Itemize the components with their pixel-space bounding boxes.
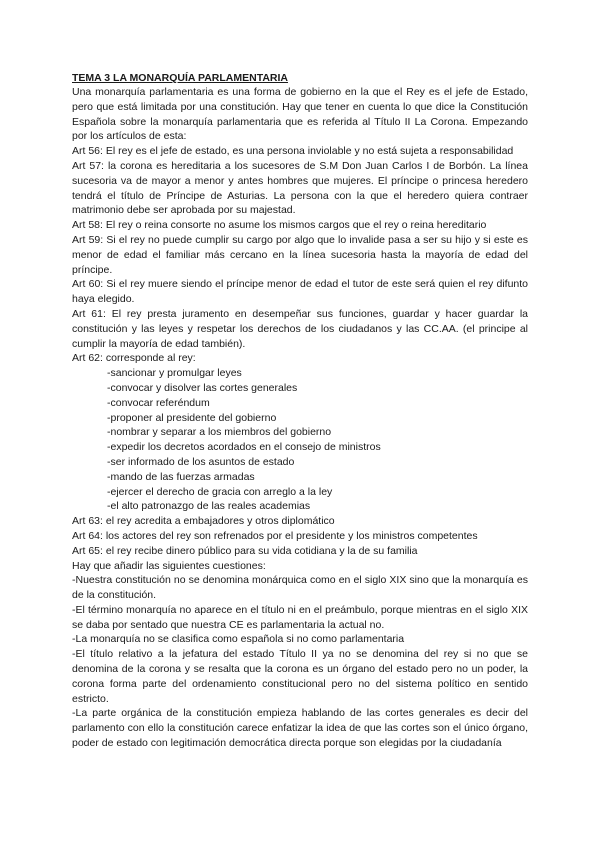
list-item: -nombrar y separar a los miembros del gobierno [107, 426, 332, 439]
intro-paragraph: Una monarquía parlamentaria es una forma de gobierno en la que el Rey es el jefe de Estado, pero que está limitada por una constitución. Hay que tener en cuenta lo que dice la Constitución Española sobre la monarquía parlamentaria que es referida al Título II La Corona. Empezando por los artículos de esta: [72, 86, 528, 143]
list-item: -mando de las fuerzas armadas [107, 470, 255, 483]
article-56: Art 56: El rey es el jefe de estado, es una persona inviolable y no está sujeta a responsabilidad [72, 145, 514, 158]
list-item: -convocar referéndum [107, 396, 210, 409]
article-62: Art 62: corresponde al rey: [72, 352, 196, 365]
page-title: TEMA 3 LA MONARQUÍA PARLAMENTARIA [72, 72, 289, 84]
list-item: -expedir los decretos acordados en el consejo de ministros [107, 441, 381, 454]
question-item: -El término monarquía no aparece en el título ni en el preámbulo, porque mientras en el siglo XIX se daba por sentado que nuestra CE es parlamentaria la actual no. [72, 603, 528, 631]
art62-list [72, 366, 528, 514]
article-57: Art 57: la corona es hereditaria a los sucesores de S.M Don Juan Carlos I de Borbón. La línea sucesoria va de mayor a menor y antes hombres que mujeres. El príncipe o princesa heredero tendrá el título de Príncipe de Asturias. La persona con la que el heredero quiera contraer matrimonio debe ser aprobada por su majestad. [72, 159, 528, 217]
article-60: Art 60: Si el rey muere siendo el príncipe menor de edad el tutor de este será quien el rey difunto haya elegido. [72, 278, 528, 306]
article-58: Art 58: El rey o reina consorte no asume los mismos cargos que el rey o reina hereditario [72, 219, 487, 232]
article-63: Art 63: el rey acredita a embajadores y otros diplomático [72, 515, 335, 528]
article-59: Art 59: Si el rey no puede cumplir su cargo por algo que lo invalide pasa a ser su hijo y si este es menor de edad el familiar más cercano en la línea sucesoria hasta la mayoría de edad del príncipe. [72, 233, 528, 276]
list-item: -proponer al presidente del gobierno [107, 411, 277, 424]
list-item: -ejercer el derecho de gracia con arreglo a la ley [107, 485, 333, 498]
list-item: -sancionar y promulgar leyes [107, 367, 242, 380]
questions-intro: Hay que añadir las siguientes cuestiones: [72, 559, 266, 572]
question-item: -La parte orgánica de la constitución empieza hablando de las cortes generales es decir del parlamento con ello la constitución carece enfatizar la idea de que las cortes son el único órgano, poder de estado con legitimación democrática directa porque son elegidas por la ciudadanía [72, 707, 528, 750]
list-item: -convocar y disolver las cortes generales [107, 381, 298, 394]
question-item: -Nuestra constitución no se denomina monárquica como en el siglo XIX sino que la monarquía es de la constitución. [72, 574, 528, 602]
article-64: Art 64: los actores del rey son refrenados por el presidente y los ministros competentes [72, 529, 478, 542]
question-item: -La monarquía no se clasifica como española si no como parlamentaria [72, 633, 405, 646]
list-item: -ser informado de los asuntos de estado [107, 455, 295, 468]
question-item: -El título relativo a la jefatura del estado Título II ya no se denomina del rey si no que se denomina de la corona y se resalta que la corona es un órgano del estado pero no un poder, la corona forma parte del ordenamiento constitucional pero no del sistema político en sentido estricto. [72, 648, 528, 705]
article-61: Art 61: El rey presta juramento en desempeñar sus funciones, guardar y hacer guardar la constitución y las leyes y respetar los derechos de los ciudadanos y las CC.AA. (el principe al cumplir la mayoría de edad también). [72, 307, 528, 350]
article-65: Art 65: el rey recibe dinero público para su vida cotidiana y la de su familia [72, 544, 418, 557]
list-item: -el alto patronazgo de las reales academias [107, 500, 311, 513]
